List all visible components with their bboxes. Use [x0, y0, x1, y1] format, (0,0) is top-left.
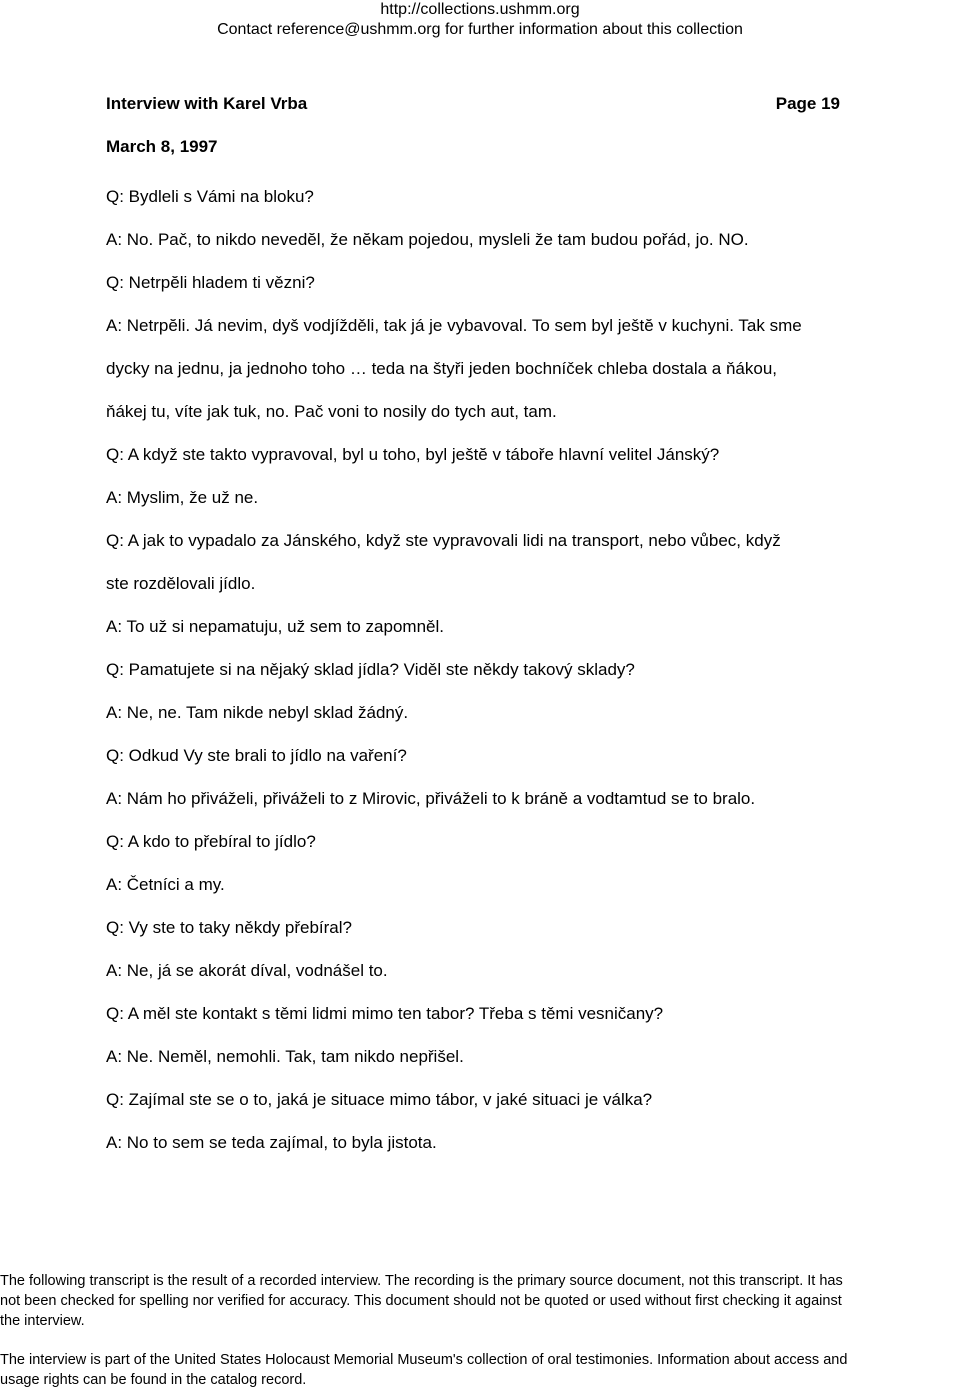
- footer-collection: [0, 1350, 960, 1390]
- transcript-line: A: Ne. Neměl, nemohli. Tak, tam nikdo nepřišel.: [106, 1047, 464, 1066]
- document-title: Interview with Karel Vrba: [106, 94, 308, 113]
- transcript-line: Q: A když ste takto vypravoval, byl u toho, byl ještĕ v táboře hlavní velitel Jánský?: [106, 445, 720, 464]
- header-url: http://collections.ushmm.org: [380, 1, 580, 18]
- transcript-line: A: No to sem se teda zajímal, to byla jistota.: [106, 1133, 437, 1152]
- page-header: [0, 0, 960, 40]
- transcript-line: Q: Bydleli s Vámi na bloku?: [106, 187, 314, 206]
- footer-line: The following transcript is the result of a recorded interview. The recording is the primary source document, not this transcript. It has: [0, 1273, 843, 1289]
- transcript-line: Q: Zajímal ste se o to, jaká je situace mimo tábor, v jaké situaci je válka?: [106, 1090, 653, 1109]
- transcript-line: Q: A měl ste kontakt s těmi lidmi mimo ten tabor? Třeba s těmi vesničany?: [106, 1004, 664, 1023]
- transcript-line: A: Četníci a my.: [106, 875, 225, 894]
- header-contact: Contact reference@ushmm.org for further information about this collection: [217, 21, 743, 38]
- transcript-line: ste rozdělovali jídlo.: [106, 574, 256, 593]
- transcript-line: A: No. Pač, to nikdo nevedĕl, že nĕkam pojedou, mysleli že tam budou pořád, jo. NO.: [106, 230, 749, 249]
- transcript-line: Q: Vy ste to taky někdy přebíral?: [106, 918, 352, 937]
- transcript-line: ňákej tu, víte jak tuk, no. Pač voni to nosily do tych aut, tam.: [106, 402, 557, 421]
- transcript-line: A: Myslim, že už ne.: [106, 488, 259, 507]
- transcript-line: dycky na jednu, ja jednoho toho … teda na štyři jeden bochníček chleba dostala a ňákou,: [106, 359, 778, 378]
- interview-date: March 8, 1997: [106, 137, 218, 156]
- transcript-line: A: Netrpĕli. Já nevim, dyš vodjížděli, tak já je vybavoval. To sem byl ještĕ v kuchyni. Tak sme: [106, 316, 802, 335]
- document-title-row: [106, 93, 840, 115]
- transcript-line: A: Ne, já se akorát díval, vodnášel to.: [106, 961, 388, 980]
- transcript-line: Q: A kdo to přebíral to jídlo?: [106, 832, 316, 851]
- transcript-line: Q: Pamatujete si na nějaký sklad jídla? Viděl ste někdy takový sklady?: [106, 660, 635, 679]
- footer-line: the interview.: [0, 1313, 85, 1329]
- transcript-line: A: To už si nepamatuju, už sem to zapomněl.: [106, 617, 444, 636]
- transcript-body: [106, 175, 906, 1164]
- page-number: Page 19: [775, 94, 840, 113]
- transcript-line: A: Nám ho přiváželi, přiváželi to z Mirovic, přiváželi to k bráně a vodtamtud se to bralo.: [106, 789, 756, 808]
- footer-line: not been checked for spelling nor verified for accuracy. This document should not be quoted or used without first checking it against: [0, 1293, 842, 1309]
- transcript-line: Q: Odkud Vy ste brali to jídlo na vaření?: [106, 746, 407, 765]
- footer-disclaimer: [0, 1271, 960, 1331]
- transcript-line: Q: Netrpĕli hladem ti vězni?: [106, 273, 315, 292]
- transcript-line: Q: A jak to vypadalo za Jánského, když ste vypravovali lidi na transport, nebo vůbec, když: [106, 531, 781, 550]
- transcript-line: A: Ne, ne. Tam nikde nebyl sklad žádný.: [106, 703, 409, 722]
- footer-line: The interview is part of the United States Holocaust Memorial Museum's collection of oral testimonies. Information about access and: [0, 1352, 848, 1368]
- footer-line: usage rights can be found in the catalog record.: [0, 1372, 307, 1388]
